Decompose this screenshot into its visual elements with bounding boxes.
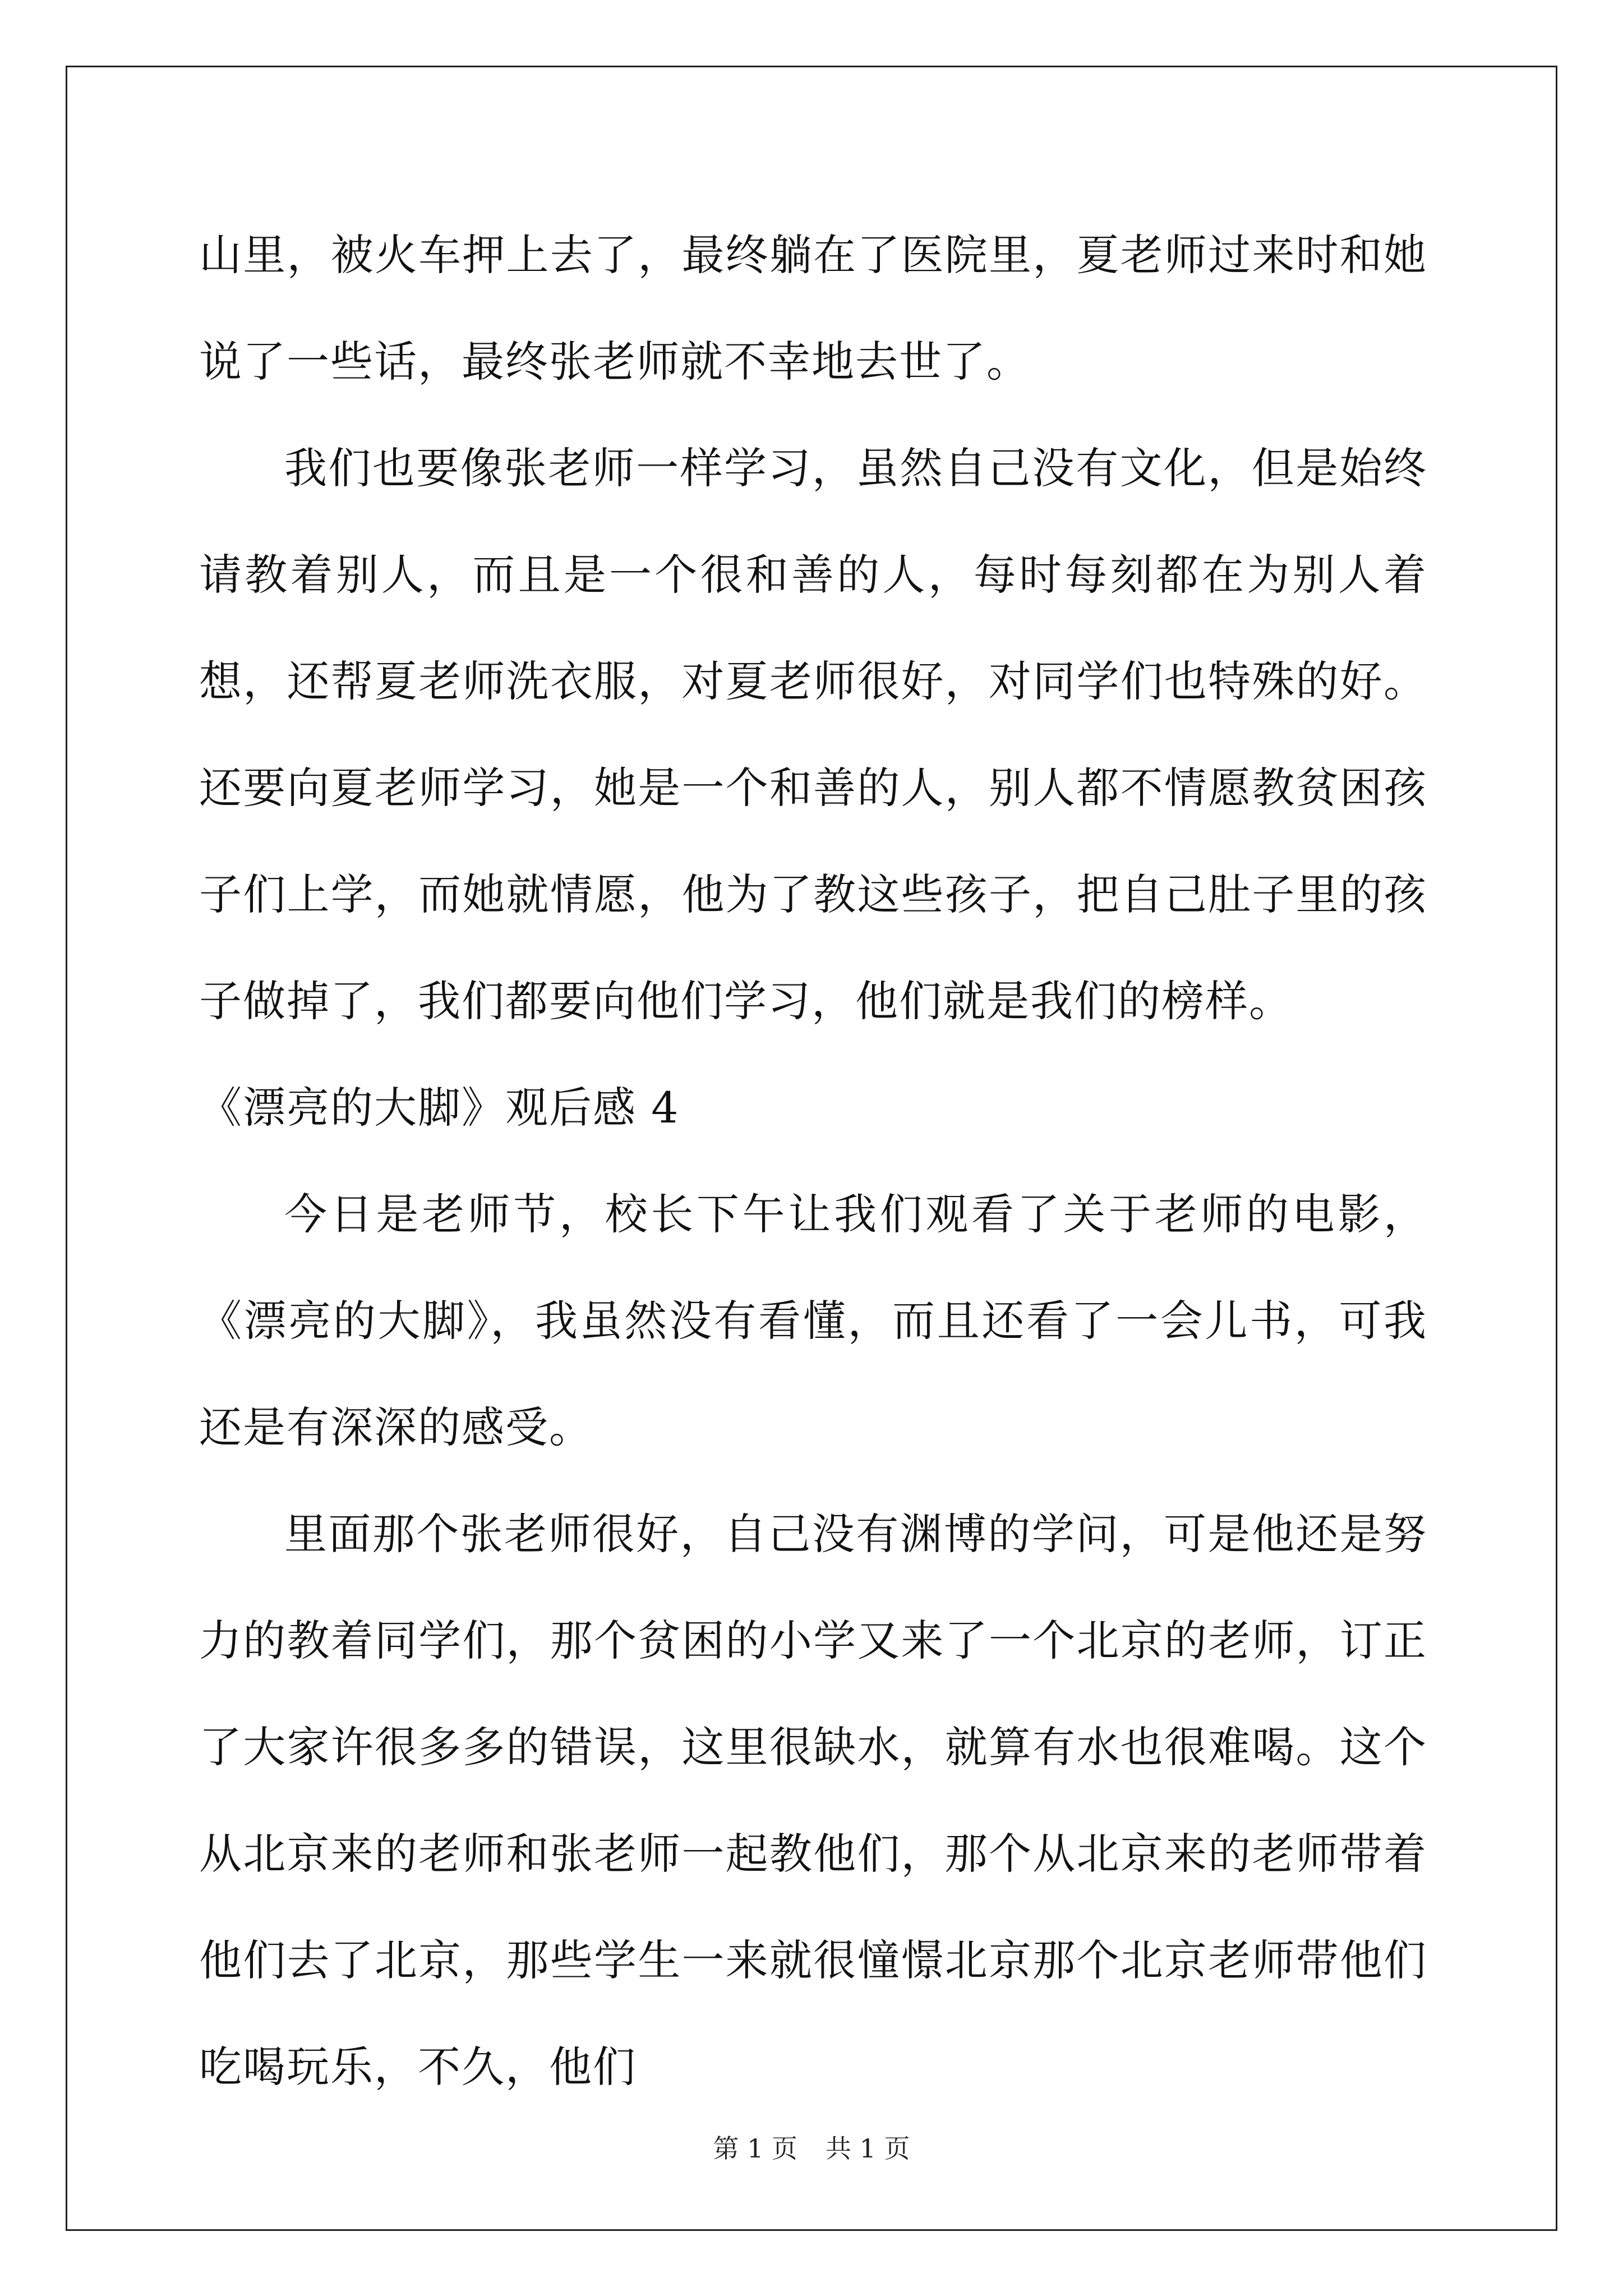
page-total: 共 1 页 xyxy=(826,2133,910,2164)
paragraph-3: 今日是老师节，校长下午让我们观看了关于老师的电影，《漂亮的大脚》，我虽然没有看懂，而且还看了一会儿书，可我还是有深深的感受。 xyxy=(199,1189,1427,1452)
section-title: 《漂亮的大脚》观后感 4 xyxy=(199,1083,680,1133)
document-body xyxy=(199,202,1427,2120)
paragraph-2: 我们也要像张老师一样学习，虽然自己没有文化，但是始终请教着别人，而且是一个很和善的人，每时每刻都在为别人着想，还帮夏老师洗衣服，对夏老师很好，对同学们也特殊的好。还要向夏老师学习，她是一个和善的人，别人都不情愿教贫困孩子们上学，而她就情愿，他为了教这些孩子，把自己肚子里的孩子做掉了，我们都要向他们学习，他们就是我们的榜样。 xyxy=(199,443,1427,1026)
paragraph-1: 山里，被火车押上去了，最终躺在了医院里，夏老师过来时和她说了一些话，最终张老师就不幸地去世了。 xyxy=(199,230,1427,386)
page-footer xyxy=(0,2132,1623,2165)
page-number: 第 1 页 xyxy=(713,2133,797,2164)
paragraph-4: 里面那个张老师很好，自己没有渊博的学问，可是他还是努力的教着同学们，那个贫困的小学又来了一个北京的老师，订正了大家许很多多的错误，这里很缺水，就算有水也很难喝。这个从北京来的老师和张老师一起教他们，那个从北京来的老师带着他们去了北京，那些学生一来就很憧憬北京那个北京老师带他们吃喝玩乐，不久，他们 xyxy=(199,1509,1427,2092)
